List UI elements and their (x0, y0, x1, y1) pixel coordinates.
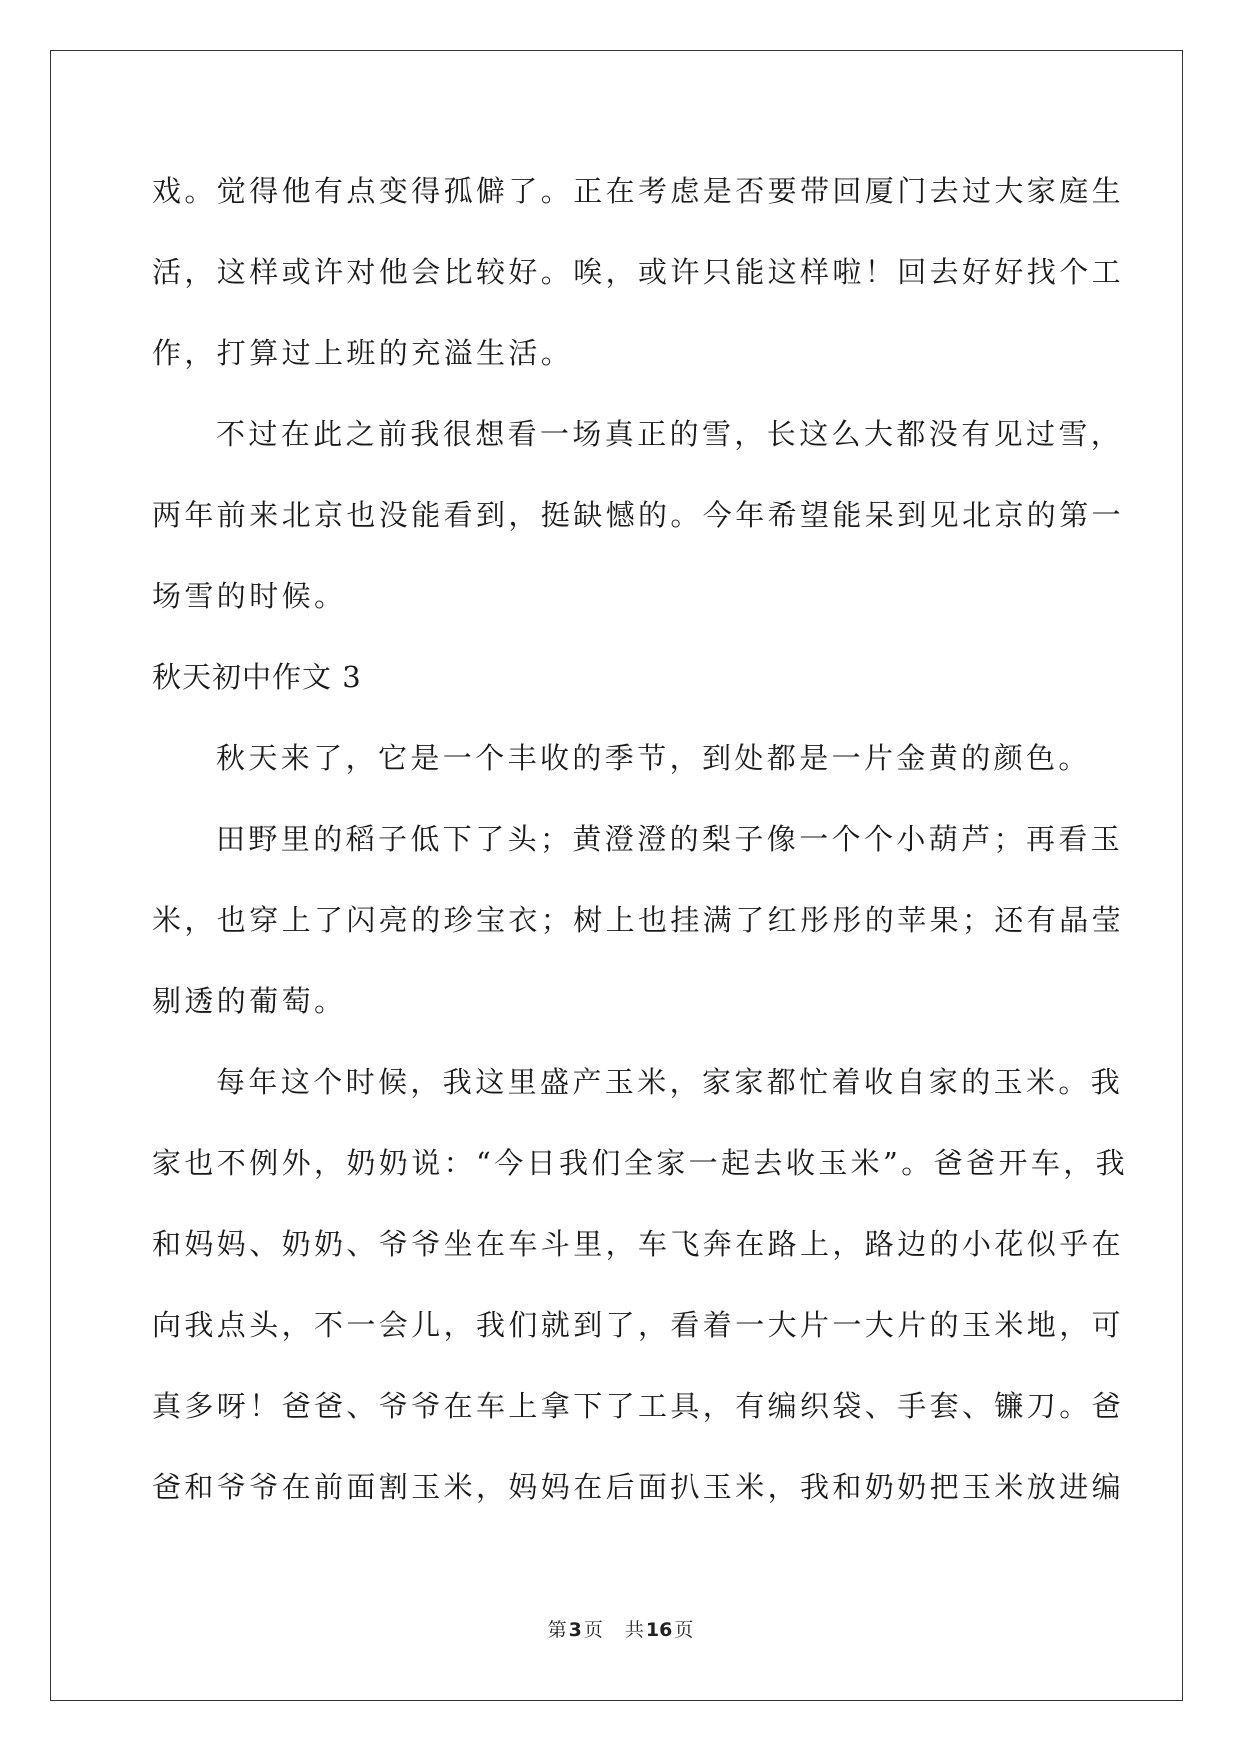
page-suffix: 页 (583, 1619, 603, 1641)
total-pages: 16 (645, 1619, 673, 1641)
text-line: 每年这个时候，我这里盛产玉米，家家都忙着收自家的玉米。我 (216, 1065, 1124, 1099)
text-line: 不过在此之前我很想看一场真正的雪，长这么大都没有见过雪， (216, 417, 1124, 451)
text-line: 剔透的葡萄。 (152, 984, 347, 1018)
document-body (152, 162, 1129, 1539)
text-line: 爸和爷爷在前面割玉米，妈妈在后面扒玉米，我和奶奶把玉米放进编 (152, 1470, 1125, 1504)
text-line: 场雪的时候。 (152, 579, 347, 613)
text-line: 田野里的稻子低下了头；黄澄澄的梨子像一个个小葫芦；再看玉 (216, 822, 1124, 856)
total-suffix: 页 (674, 1619, 694, 1641)
text-line: 作，打算过上班的充溢生活。 (152, 336, 574, 370)
text-line: 两年前来北京也没能看到，挺缺憾的。今年希望能呆到见北京的第一 (152, 498, 1125, 532)
text-line: 和妈妈、奶奶、爷爷坐在车斗里，车飞奔在路上，路边的小花似乎在 (152, 1227, 1125, 1261)
text-line: 家也不例外，奶奶说：“今日我们全家一起去收玉米”。爸爸开车，我 (152, 1146, 1129, 1180)
section-heading: 秋天初中作文 3 (152, 660, 362, 694)
text-line: 秋天来了，它是一个丰收的季节，到处都是一片金黄的颜色。 (216, 741, 1091, 775)
text-line: 米，也穿上了闪亮的珍宝衣；树上也挂满了红彤彤的苹果；还有晶莹 (152, 903, 1125, 937)
total-prefix: 共 (624, 1619, 644, 1641)
text-line: 真多呀！爸爸、爷爷在车上拿下了工具，有编织袋、手套、镰刀。爸 (152, 1389, 1125, 1423)
page-prefix: 第 (547, 1619, 567, 1641)
text-line: 活，这样或许对他会比较好。唉，或许只能这样啦！回去好好找个工 (152, 255, 1125, 289)
text-line: 向我点头，不一会儿，我们就到了，看着一大片一大片的玉米地，可 (152, 1308, 1125, 1342)
page-number: 3 (568, 1619, 582, 1641)
text-line: 戏。觉得他有点变得孤僻了。正在考虑是否要带回厦门去过大家庭生 (152, 174, 1125, 208)
page-footer (0, 1618, 1241, 1642)
